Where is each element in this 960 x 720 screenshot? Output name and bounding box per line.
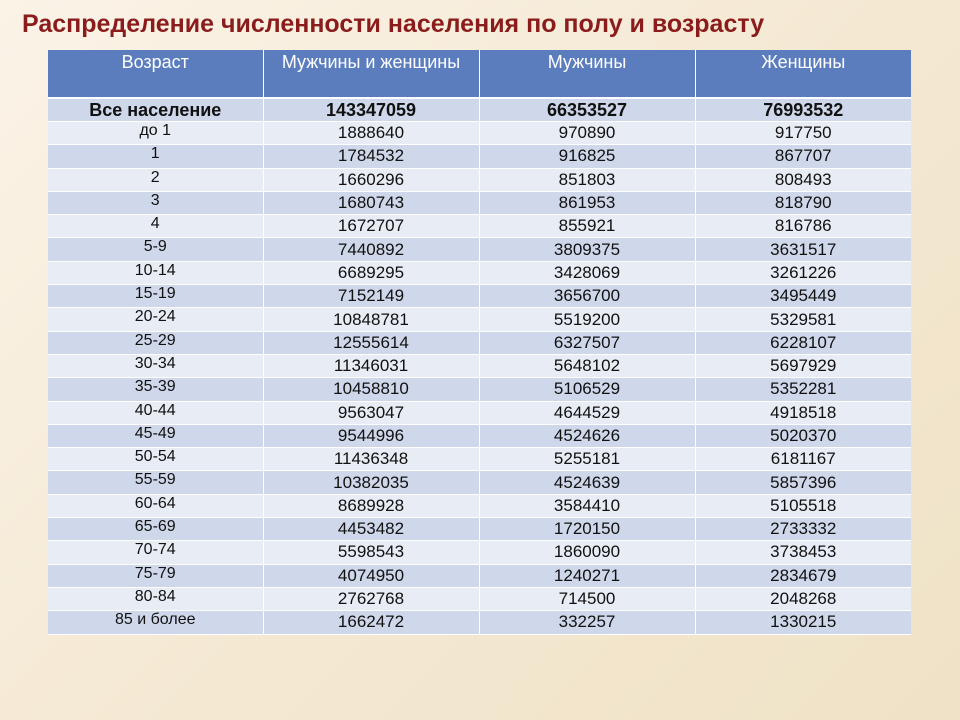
header-both-sexes: Мужчины и женщины [263,50,479,98]
male-cell: 332257 [479,611,695,634]
female-cell: 5697929 [695,354,911,377]
female-cell: 5857396 [695,471,911,494]
age-cell: 60-64 [48,494,263,517]
both-sexes-cell: 9544996 [263,424,479,447]
age-cell: 50-54 [48,448,263,471]
age-cell: 3 [48,191,263,214]
table-row [48,518,911,541]
table-row [48,191,911,214]
male-cell: 3584410 [479,494,695,517]
age-cell: 40-44 [48,401,263,424]
both-sexes-cell: 2762768 [263,587,479,610]
total-both: 143347059 [263,98,479,122]
age-cell: 55-59 [48,471,263,494]
both-sexes-cell: 9563047 [263,401,479,424]
age-cell: 75-79 [48,564,263,587]
age-cell: до 1 [48,122,263,145]
male-cell: 5519200 [479,308,695,331]
female-cell: 5020370 [695,424,911,447]
both-sexes-cell: 5598543 [263,541,479,564]
table-row [48,424,911,447]
female-cell: 5105518 [695,494,911,517]
age-cell: 35-39 [48,378,263,401]
female-cell: 867707 [695,145,911,168]
both-sexes-cell: 8689928 [263,494,479,517]
table-row [48,145,911,168]
age-cell: 10-14 [48,261,263,284]
age-cell: 25-29 [48,331,263,354]
female-cell: 3738453 [695,541,911,564]
table-row [48,611,911,634]
both-sexes-cell: 4074950 [263,564,479,587]
male-cell: 5255181 [479,448,695,471]
table-row [48,541,911,564]
female-cell: 1330215 [695,611,911,634]
table-row [48,354,911,377]
both-sexes-cell: 6689295 [263,261,479,284]
both-sexes-cell: 10848781 [263,308,479,331]
age-cell: 45-49 [48,424,263,447]
table-row [48,122,911,145]
table-row [48,238,911,261]
female-cell: 4918518 [695,401,911,424]
male-cell: 714500 [479,587,695,610]
table-row [48,308,911,331]
male-cell: 1240271 [479,564,695,587]
table-row [48,494,911,517]
population-table-container [48,50,911,635]
male-cell: 4644529 [479,401,695,424]
both-sexes-cell: 1888640 [263,122,479,145]
female-cell: 3495449 [695,285,911,308]
male-cell: 970890 [479,122,695,145]
slide-title: Распределение численности населения по полу и возрасту [22,10,765,38]
female-cell: 5329581 [695,308,911,331]
table-row [48,471,911,494]
header-female: Женщины [695,50,911,98]
total-female: 76993532 [695,98,911,122]
female-cell: 3261226 [695,261,911,284]
age-cell: 30-34 [48,354,263,377]
both-sexes-cell: 11436348 [263,448,479,471]
total-row [48,98,911,122]
female-cell: 3631517 [695,238,911,261]
table-row [48,401,911,424]
male-cell: 4524626 [479,424,695,447]
table-row [48,587,911,610]
table-row [48,448,911,471]
male-cell: 3809375 [479,238,695,261]
table-body [48,98,911,634]
female-cell: 5352281 [695,378,911,401]
population-table [48,50,911,635]
age-cell: 85 и более [48,611,263,634]
age-cell: 4 [48,215,263,238]
both-sexes-cell: 10458810 [263,378,479,401]
both-sexes-cell: 12555614 [263,331,479,354]
female-cell: 917750 [695,122,911,145]
age-cell: 20-24 [48,308,263,331]
both-sexes-cell: 4453482 [263,518,479,541]
both-sexes-cell: 7152149 [263,285,479,308]
male-cell: 6327507 [479,331,695,354]
female-cell: 2834679 [695,564,911,587]
age-cell: 1 [48,145,263,168]
both-sexes-cell: 1680743 [263,191,479,214]
male-cell: 3656700 [479,285,695,308]
female-cell: 816786 [695,215,911,238]
age-cell: 5-9 [48,238,263,261]
male-cell: 916825 [479,145,695,168]
age-cell: 80-84 [48,587,263,610]
male-cell: 4524639 [479,471,695,494]
male-cell: 5106529 [479,378,695,401]
age-cell: 65-69 [48,518,263,541]
both-sexes-cell: 1660296 [263,168,479,191]
female-cell: 818790 [695,191,911,214]
total-label: Все население [48,98,263,122]
table-row [48,285,911,308]
age-cell: 2 [48,168,263,191]
both-sexes-cell: 1672707 [263,215,479,238]
male-cell: 1860090 [479,541,695,564]
male-cell: 5648102 [479,354,695,377]
table-row [48,215,911,238]
header-age: Возраст [48,50,263,98]
male-cell: 855921 [479,215,695,238]
table-row [48,564,911,587]
both-sexes-cell: 7440892 [263,238,479,261]
male-cell: 3428069 [479,261,695,284]
age-cell: 70-74 [48,541,263,564]
female-cell: 2048268 [695,587,911,610]
both-sexes-cell: 11346031 [263,354,479,377]
female-cell: 2733332 [695,518,911,541]
table-row [48,168,911,191]
age-cell: 15-19 [48,285,263,308]
total-male: 66353527 [479,98,695,122]
both-sexes-cell: 1662472 [263,611,479,634]
female-cell: 6228107 [695,331,911,354]
male-cell: 1720150 [479,518,695,541]
both-sexes-cell: 1784532 [263,145,479,168]
table-row [48,261,911,284]
female-cell: 6181167 [695,448,911,471]
table-row [48,331,911,354]
table-header-row [48,50,911,98]
male-cell: 851803 [479,168,695,191]
both-sexes-cell: 10382035 [263,471,479,494]
header-male: Мужчины [479,50,695,98]
female-cell: 808493 [695,168,911,191]
table-row [48,378,911,401]
male-cell: 861953 [479,191,695,214]
